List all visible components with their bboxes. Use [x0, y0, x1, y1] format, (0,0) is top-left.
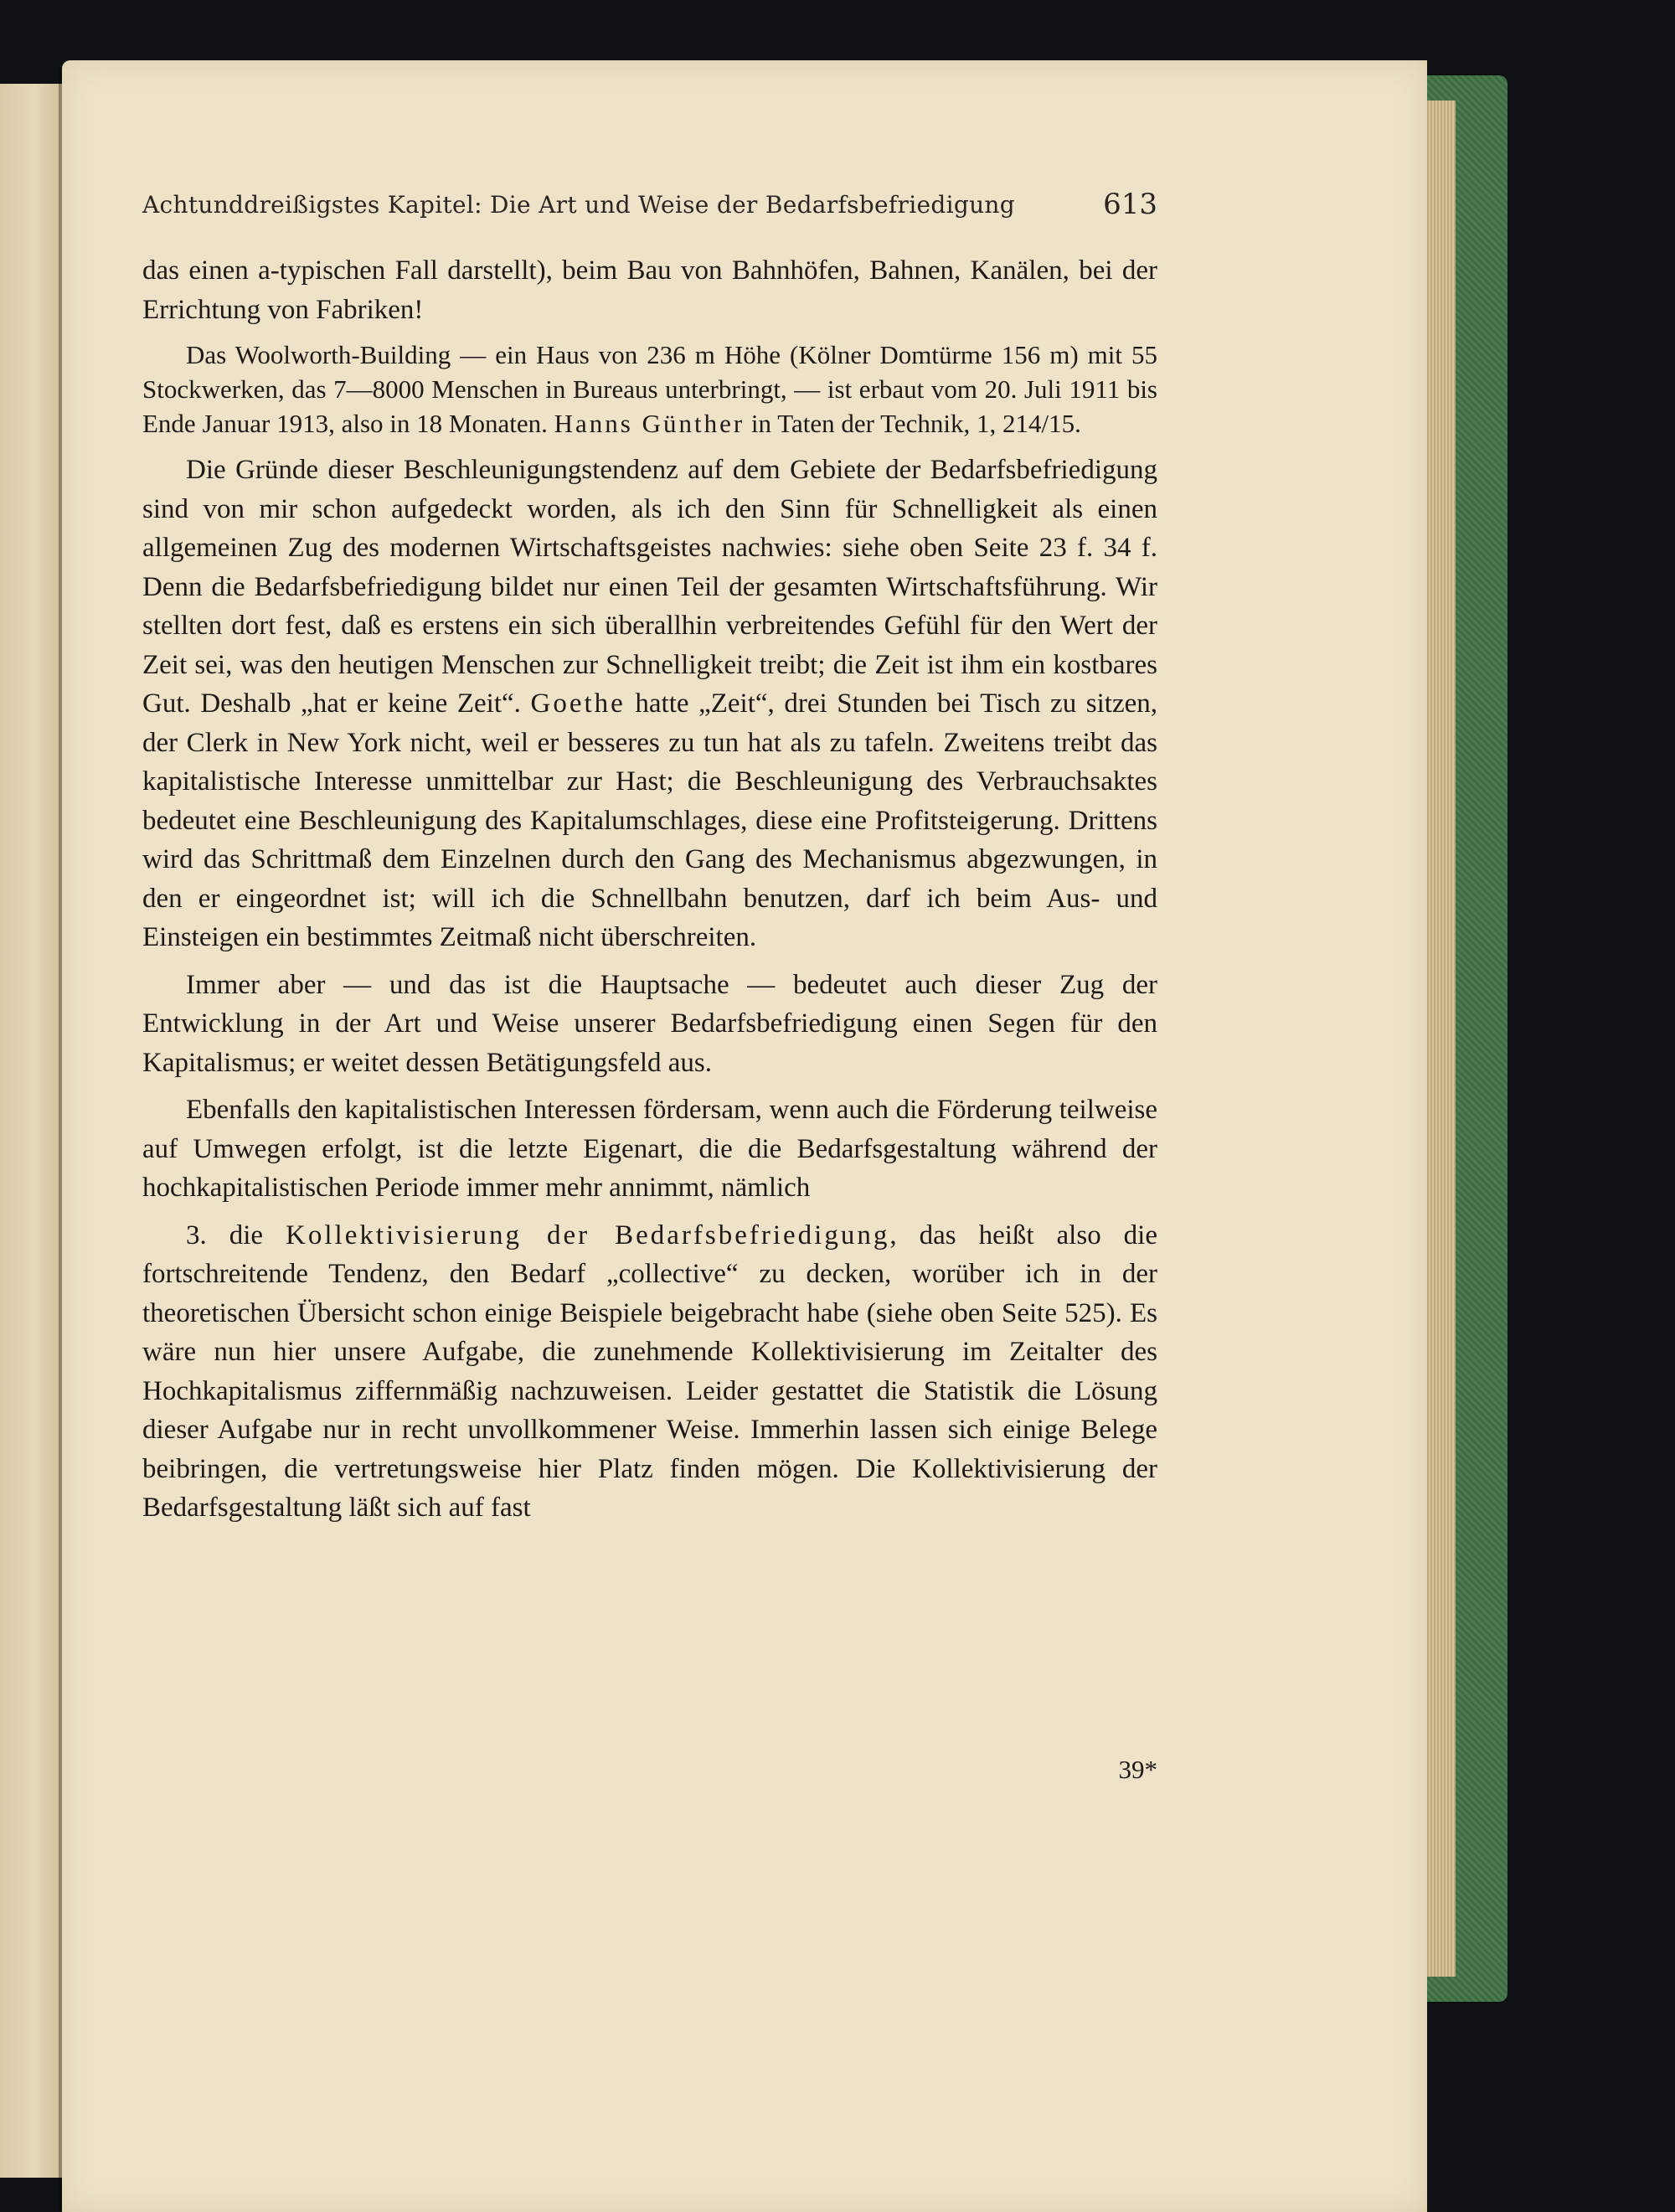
page-header: [142, 186, 1157, 226]
paragraph-text: Die Gründe dieser Beschleunigungstendenz auf dem Gebiete der Bedarfsbefriedigung sind von mir schon aufgedeckt worden, als ich den Sinn für Schnelligkeit als einen allgemeinen Zug des modernen Wirtschaftsgeistes nachwies: siehe oben Seite 23 f. 34 f. Denn die Bedarfsbefriedigung bildet nur einen Teil der gesamten Wirtschaftsführung. Wir stellten dort fest, daß es erstens ein sich überallhin verbreitendes Gefühl für den Wert der Zeit sei, was den heutigen Menschen zur Schnelligkeit treibt; die Zeit ist ihm ein kostbares Gut. Deshalb „hat er keine Zeit“.: [142, 455, 1157, 719]
paragraph-text: , das heißt also die fortschreitende Tendenz, den Bedarf „collective“ zu decken, worüber ich in der theoretischen Übersicht schon einige Beispiele beigebracht habe (siehe oben Seite 525). Es wäre nun hier unsere Aufgabe, die zunehmende Kollektivisierung im Zeitalter des Hochkapitalismus ziffernmäßig nachzuweisen. Leider gestattet die Statistik die Lösung dieser Aufgabe nur in recht unvollkommener Weise. Immerhin lassen sich einige Belege beibringen, die vertretungsweise hier Platz finden mögen. Die Kollektivisierung der Bedarfsgestaltung läßt sich auf fast: [142, 1219, 1157, 1523]
note-source: in Taten der Technik, 1, 214/15.: [750, 409, 1081, 438]
paragraph-reasons: [142, 451, 1157, 957]
note-text: Das Woolworth-Building — ein Haus von 236 m Höhe (Kölner Domtürme 156 m) mit 55 Stockwerken, das 7—8000 Menschen in Bureaus unterbringt, — ist erbaut vom 20. Juli 1911 bis Ende Januar 1913, also in 18 Monaten.: [142, 340, 1157, 438]
footnote-paragraph: [142, 338, 1157, 441]
paragraph-collectivisation: [142, 1216, 1157, 1528]
author-name: Hanns Günther: [554, 409, 745, 438]
person-name: Goethe: [530, 688, 626, 719]
page-number: 613: [1103, 188, 1157, 221]
paragraph-continuation: das einen a-typischen Fall darstellt), beim Bau von Bahnhöfen, Bahnen, Kanälen, bei der Errichtung von Fabriken!: [142, 255, 1157, 325]
list-number: 3. die: [186, 1219, 264, 1250]
running-head: Achtunddreißigstes Kapitel: Die Art und Weise der Bedarfsbefriedigung: [142, 191, 1015, 219]
emphasized-term: Kollektivisierung der Bedarfsbefriedigung: [286, 1219, 890, 1250]
sheet-signature: 39*: [1118, 1755, 1157, 1784]
paragraph-text-cont: hatte „Zeit“, drei Stunden bei Tisch zu sitzen, der Clerk in New York nicht, weil er besseres zu tun hat als zu tafeln. Zweitens treibt das kapitalistische Interesse unmittelbar zur Hast; die Beschleunigung des Verbrauchsaktes bedeutet eine Beschleunigung des Kapitalumschlages, diese eine Profitsteigerung. Drittens wird das Schrittmaß dem Einzelnen durch den Gang des Mechanismus abgezwungen, in den er eingeordnet ist; will ich die Schnellbahn benutzen, darf ich beim Aus- und Einsteigen ein bestimmtes Zeitmaß nicht überschreiten.: [142, 688, 1158, 952]
paragraph-last-feature: Ebenfalls den kapitalistischen Interessen fördersam, wenn auch die Förderung teilweise auf Umwegen erfolgt, ist die letzte Eigenart, die die Bedarfsgestaltung während der hochkapitalistischen Periode immer mehr annimmt, nämlich: [142, 1095, 1157, 1203]
page-body: [142, 251, 1158, 1784]
paragraph-main-point: Immer aber — und das ist die Hauptsache — bedeutet auch dieser Zug der Entwicklung in der Art und Weise unserer Bedarfsbefriedigung einen Segen für den Kapitalismus; er weitet dessen Betätigungsfeld aus.: [142, 969, 1157, 1078]
